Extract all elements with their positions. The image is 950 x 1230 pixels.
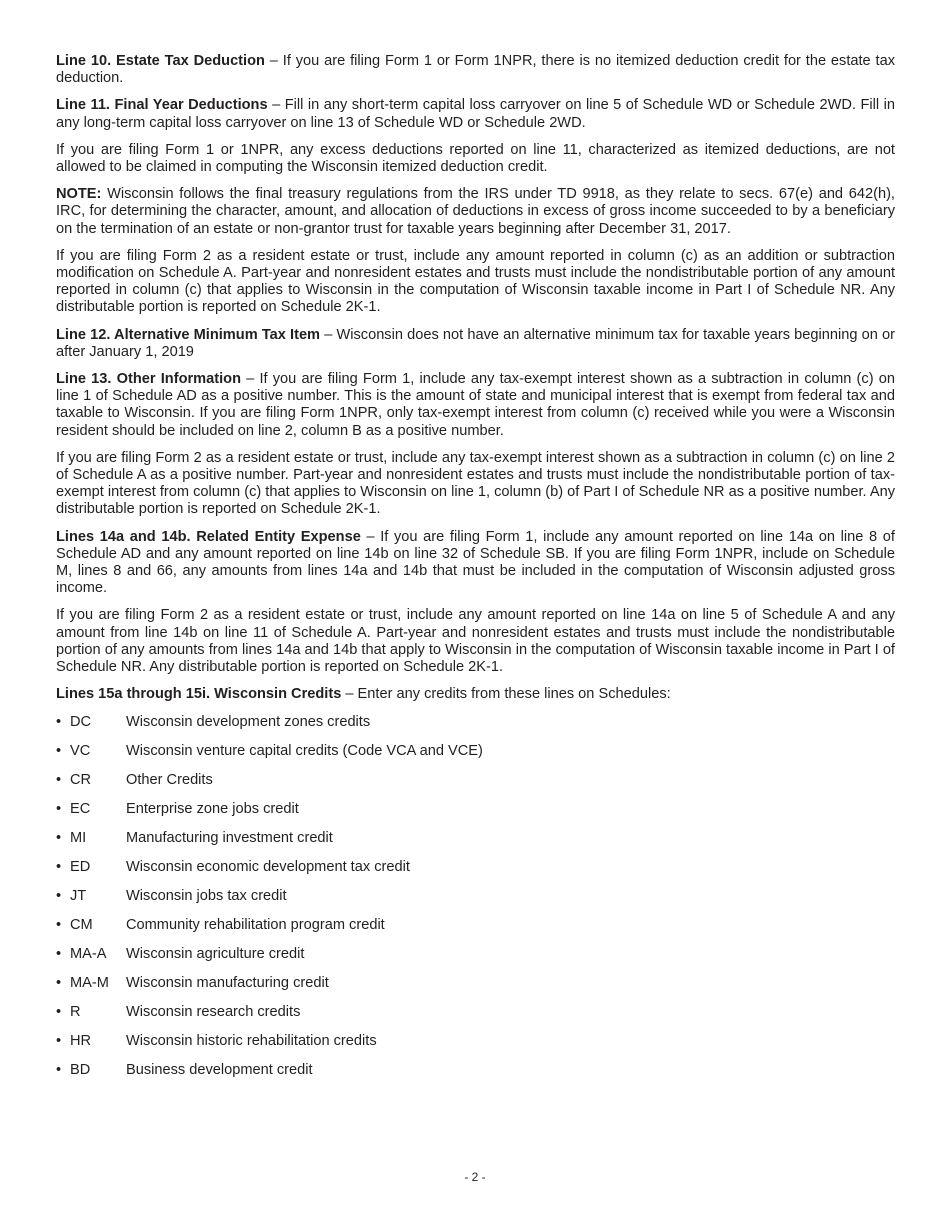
instruction-paragraph: [56, 529, 895, 598]
credit-list-item: [56, 917, 895, 946]
credit-list-item: [56, 830, 895, 859]
paragraph-text: Wisconsin follows the final treasury regulations from the IRS under TD 9918, as they relate to secs. 67(e) and 642(h), IRC, for determining the character, amount, and allocation of deductions in excess of gross income succeeded to by a beneficiary on the termination of an estate or non-grantor trust for taxable years beginning after December 31, 2017.: [56, 186, 895, 237]
paragraph-heading: Lines 14a and 14b. Related Entity Expense: [56, 528, 361, 545]
paragraph-text: If you are filing Form 2 as a resident estate or trust, include any tax-exempt interest shown as a subtraction in column (c) on line 2 of Schedule A as a positive number. Part-year and nonresident estates and trusts must include the nondistributable portion of tax-exempt interest from column (c) that applies to Wisconsin on line 1, column (b) of Part I of Schedule NR as a positive number. Any distributable portion is reported on Schedule 2K-1.: [56, 449, 895, 518]
instruction-paragraph: [56, 97, 895, 131]
paragraph-heading: Line 12. Alternative Minimum Tax Item: [56, 326, 321, 343]
paragraph-text: – Fill in any short-term capital loss carryover on line 5 of Schedule WD or Schedule 2WD. Fill in any long-term capital loss carryover on line 13 of Schedule WD or Schedule 2WD.: [56, 97, 895, 131]
credit-description: Manufacturing investment credit: [126, 829, 333, 846]
credit-description: Wisconsin historic rehabilitation credits: [126, 1032, 377, 1049]
paragraph-text: – If you are filing Form 1 or Form 1NPR, there is no itemized deduction credit for the estate tax deduction.: [56, 53, 895, 87]
credit-schedule-code: HR: [70, 1032, 92, 1049]
credit-list-item: [56, 946, 895, 975]
instruction-paragraph: [56, 142, 895, 176]
credit-list-item: [56, 859, 895, 888]
credit-description: Community rehabilitation program credit: [126, 916, 385, 933]
bullet-icon: •: [56, 742, 62, 759]
bullet-icon: •: [56, 771, 62, 788]
credit-list-item: [56, 1033, 895, 1062]
bullet-icon: •: [56, 1003, 62, 1020]
credit-schedule-code: MA-A: [70, 945, 107, 962]
bullet-icon: •: [56, 800, 62, 817]
page-number: - 2 -: [464, 1170, 486, 1184]
credit-description: Business development credit: [126, 1061, 313, 1078]
paragraph-heading: NOTE:: [56, 186, 102, 203]
credit-description: Wisconsin jobs tax credit: [126, 887, 287, 904]
credit-list-item: [56, 1062, 895, 1091]
instruction-paragraph: [56, 186, 895, 238]
credit-list-item: [56, 1004, 895, 1033]
credit-list-item: [56, 888, 895, 917]
credit-description: Enterprise zone jobs credit: [126, 800, 299, 817]
credit-schedule-code: VC: [70, 742, 91, 759]
credit-schedule-code: R: [70, 1003, 81, 1020]
credit-schedule-code: ED: [70, 858, 91, 875]
instruction-paragraphs: [56, 53, 895, 704]
instruction-page: [56, 53, 895, 1091]
bullet-icon: •: [56, 974, 62, 991]
bullet-icon: •: [56, 829, 62, 846]
credit-description: Wisconsin agriculture credit: [126, 945, 305, 962]
bullet-icon: •: [56, 858, 62, 875]
credit-schedule-code: EC: [70, 800, 91, 817]
paragraph-text: If you are filing Form 2 as a resident estate or trust, include any amount reported on line 14a on line 5 of Schedule A and any amount from line 14b on line 11 of Schedule A. Part-year and nonresident estates and trusts must include the nondistributable portion of any amounts from lines 14a and 14b that apply to Wisconsin in the computation of Wisconsin taxable income in Part I of Schedule NR. Any distributable portion is reported on Schedule 2K-1.: [56, 607, 895, 676]
instruction-paragraph: [56, 686, 895, 703]
credit-schedule-list: [56, 714, 895, 1091]
instruction-paragraph: [56, 450, 895, 519]
credit-description: Wisconsin venture capital credits (Code VCA and VCE): [126, 742, 483, 759]
paragraph-heading: Line 10. Estate Tax Deduction: [56, 53, 265, 69]
credit-list-item: [56, 975, 895, 1004]
paragraph-text: – Enter any credits from these lines on Schedules:: [341, 686, 671, 703]
credit-description: Other Credits: [126, 771, 213, 788]
paragraph-text: If you are filing Form 1 or 1NPR, any excess deductions reported on line 11, characterized as itemized deductions, are not allowed to be claimed in computing the Wisconsin itemized deduction credit.: [56, 141, 895, 176]
credit-description: Wisconsin economic development tax credit: [126, 858, 410, 875]
credit-description: Wisconsin research credits: [126, 1003, 301, 1020]
paragraph-text: If you are filing Form 2 as a resident estate or trust, include any amount reported in column (c) as an addition or subtraction modification on Schedule A. Part-year and nonresident estates and trusts must include the nondistributable portion of any amount reported in column (c) that applies to Wisconsin in the computation of Wisconsin taxable income in Part I of Schedule NR. Any distributable portion is reported on Schedule 2K-1.: [56, 247, 895, 316]
bullet-icon: •: [56, 1032, 62, 1049]
credit-schedule-code: MI: [70, 829, 87, 846]
credit-description: Wisconsin development zones credits: [126, 713, 371, 730]
paragraph-heading: Lines 15a through 15i. Wisconsin Credits: [56, 686, 342, 703]
paragraph-heading: Line 13. Other Information: [56, 371, 241, 388]
paragraph-text: – If you are filing Form 1, include any tax-exempt interest shown as a subtraction in column (c) on line 1 of Schedule AD as a positive number. This is the amount of state and municipal interest that is exempt from federal tax and taxable to Wisconsin. If you are filing Form 1NPR, only tax-exempt interest from column (c) received while you were a Wisconsin resident should be included on line 2, column B as a positive number.: [56, 371, 895, 439]
bullet-icon: •: [56, 713, 62, 730]
paragraph-heading: Line 11. Final Year Deductions: [56, 97, 268, 114]
bullet-icon: •: [56, 916, 62, 933]
credit-schedule-code: CM: [70, 916, 93, 933]
credit-list-item: [56, 801, 895, 830]
bullet-icon: •: [56, 887, 62, 904]
credit-schedule-code: BD: [70, 1061, 91, 1078]
paragraph-text: – Wisconsin does not have an alternative minimum tax for taxable years beginning on or after January 1, 2019: [56, 326, 895, 360]
credit-description: Wisconsin manufacturing credit: [126, 974, 329, 991]
instruction-paragraph: [56, 248, 895, 317]
paragraph-text: – If you are filing Form 1, include any amount reported on line 14a on line 8 of Schedule AD and any amount reported on line 14b on line 32 of Schedule SB. If you are filing Form 1NPR, include on Schedule M, lines 8 and 66, any amounts from lines 14a and 14b that must be included in the computation of Wisconsin adjusted gross income.: [56, 528, 895, 597]
credit-list-item: [56, 772, 895, 801]
instruction-paragraph: [56, 607, 895, 676]
instruction-paragraph: [56, 371, 895, 440]
bullet-icon: •: [56, 1061, 62, 1078]
credit-schedule-code: JT: [70, 887, 87, 904]
credit-list-item: [56, 743, 895, 772]
credit-schedule-code: DC: [70, 713, 92, 730]
instruction-paragraph: [56, 327, 895, 361]
credit-list-item: [56, 714, 895, 743]
bullet-icon: •: [56, 945, 62, 962]
instruction-paragraph: [56, 53, 895, 87]
credit-schedule-code: CR: [70, 771, 92, 788]
credit-schedule-code: MA-M: [70, 974, 109, 991]
